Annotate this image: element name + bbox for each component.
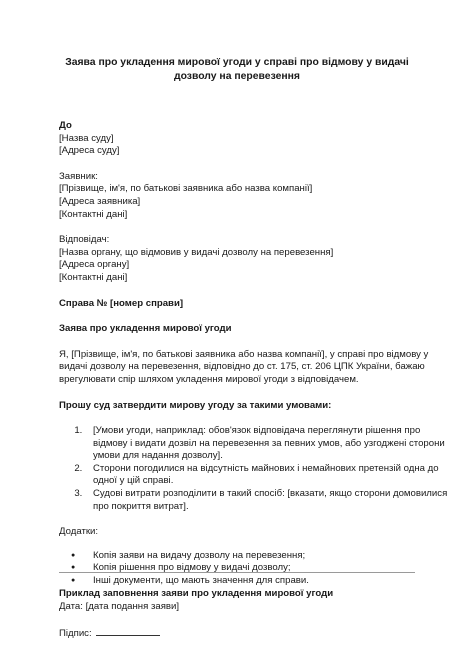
court-address: [Адреса суду]	[59, 145, 120, 157]
attachments-list	[59, 550, 415, 588]
respondent-address: [Адреса органу]	[59, 259, 130, 271]
document-title: Заява про укладення мирової угоди у справі про відмову у видачі дозволу на перевезення	[65, 57, 409, 82]
condition-item	[85, 425, 445, 463]
applicant-address: [Адреса заявника]	[59, 195, 141, 207]
example-heading: Приклад заповнення заяви про укладення мирової угоди	[59, 588, 334, 599]
statement-paragraph	[59, 348, 429, 387]
attachment-item: ● Копія заяви на видачу дозволу на перевезення;	[85, 550, 415, 563]
statement-line: врегулювати спір шляхом укладення мирової угоди з відповідачем.	[59, 373, 359, 385]
condition-line: 1. [Умови угоди, наприклад: обов'язок відповідача переглянути рішення про	[93, 425, 421, 437]
condition-item	[85, 462, 439, 488]
signature-label: Підпис:	[59, 628, 92, 640]
respondent-block	[59, 234, 415, 284]
section-divider	[59, 572, 415, 573]
condition-line: умови для надання дозволу].	[93, 450, 223, 462]
date-line: Дата: [дата подання заяви]	[59, 600, 180, 612]
respondent-name: [Назва органу, що відмовив у видачі дозволу на перевезення]	[59, 246, 334, 258]
subject-heading: Заява про укладення мирової угоди	[59, 323, 232, 335]
document-page	[59, 56, 448, 641]
condition-line: відмову і видати дозвіл на перевезення за певних умов, або узгоджені сторони	[93, 437, 445, 449]
condition-item	[85, 488, 448, 513]
conditions-list	[59, 425, 448, 513]
condition-line: 3. Судові витрати розподілити в такий спосіб: [вказати, якщо сторони домовилися	[93, 488, 448, 500]
request-heading: Прошу суд затвердити мирову угоду за такими умовами:	[59, 399, 332, 411]
court-name: [Назва суду]	[59, 132, 114, 144]
statement-line: Я, [Прізвище, ім'я, по батькові заявника або назва компанії], у справі про відмову у	[59, 348, 429, 360]
signature-field[interactable]	[96, 626, 160, 636]
attachments-label: Додатки:	[59, 526, 99, 538]
applicant-name: [Прізвище, ім'я, по батькові заявника або назва компанії]	[59, 183, 313, 195]
court-block	[59, 120, 415, 158]
court-label: До	[59, 120, 72, 131]
applicant-contacts: [Контактні дані]	[59, 208, 128, 220]
applicant-block	[59, 171, 415, 221]
statement-line: видачі дозволу на перевезення, відповідно до ст. 175, ст. 206 ЦПК України, бажаю	[59, 361, 425, 373]
applicant-label: Заявник:	[59, 170, 98, 182]
condition-line: одної у цій справі.	[93, 475, 174, 487]
case-number: Справа № [номер справи]	[59, 297, 184, 309]
condition-line: 2. Сторони погодилися на відсутність майнових і немайнових претензій одна до	[93, 462, 439, 474]
condition-line: про покриття витрат].	[93, 500, 189, 512]
respondent-label: Відповідач:	[59, 234, 110, 246]
respondent-contacts: [Контактні дані]	[59, 271, 128, 283]
attachment-item: ● Інші документи, що мають значення для справи.	[85, 575, 415, 588]
signature-line	[59, 626, 415, 641]
attachment-item: ● Копія рішення про відмову у видачі дозволу;	[85, 562, 415, 575]
